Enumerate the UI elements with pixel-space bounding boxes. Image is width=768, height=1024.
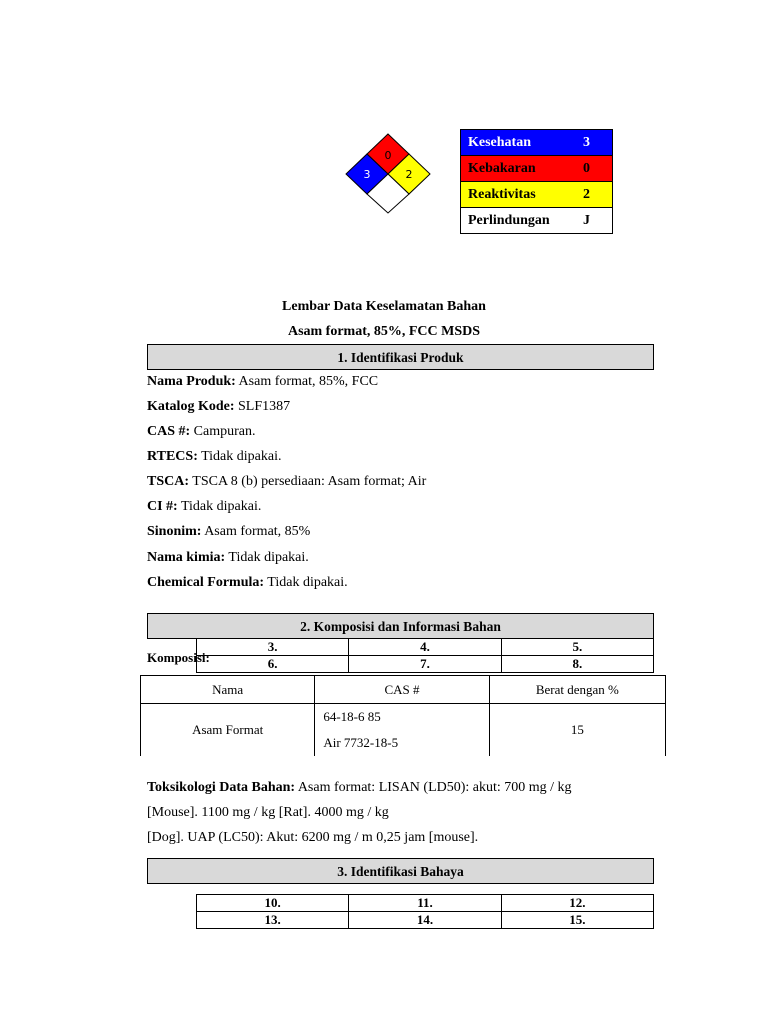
column-header-weight: Berat dengan % <box>489 676 665 704</box>
cell-name: Asam Format <box>141 704 315 757</box>
field-value: Tidak dipakai. <box>225 550 309 565</box>
grid-cell: 12. <box>501 895 653 912</box>
field-product-name <box>147 374 378 390</box>
field-label: Chemical Formula: <box>147 575 265 590</box>
field-value: Campuran. <box>190 424 256 439</box>
column-header-cas: CAS # <box>315 676 489 704</box>
section-1-header: 1. Identifikasi Produk <box>147 344 654 370</box>
composition-table <box>140 675 666 756</box>
field-chemical-name <box>147 550 309 566</box>
grid-cell: 14. <box>349 912 501 929</box>
legend-value: 2 <box>583 186 590 202</box>
field-ci <box>147 499 261 515</box>
cas-line: 64-18-6 85 <box>323 709 381 724</box>
legend-value: J <box>583 212 590 228</box>
field-value: Asam format, 85%, FCC <box>235 374 379 389</box>
field-value: Tidak dipakai. <box>177 499 262 514</box>
field-label: CAS #: <box>147 424 191 439</box>
grid-cell: 15. <box>501 912 653 929</box>
grid-cell: 10. <box>197 895 349 912</box>
field-label: TSCA: <box>147 474 190 489</box>
grid-cell: 6. <box>197 656 349 673</box>
field-tsca <box>147 474 426 490</box>
cas-line: Air 7732-18-5 <box>323 735 399 750</box>
legend-label: Kesehatan <box>468 134 531 150</box>
nfpa-reactivity-value: 2 <box>405 168 413 181</box>
grid-cell: 5. <box>501 639 653 656</box>
section-2-header: 2. Komposisi dan Informasi Bahan <box>147 613 654 639</box>
toxicology-line-3: [Dog]. UAP (LC50): Akut: 6200 mg / m 0,25 jam [mouse]. <box>147 830 479 845</box>
nfpa-fire-value: 0 <box>384 149 392 162</box>
section-3-header: 3. Identifikasi Bahaya <box>147 858 654 884</box>
section-3-number-grid <box>196 894 654 929</box>
field-cas <box>147 424 256 440</box>
toxicology-line-1 <box>147 780 572 796</box>
komposisi-label: Komposisi: <box>147 650 210 665</box>
toxicology-line-2: [Mouse]. 1100 mg / kg [Rat]. 4000 mg / kg <box>147 805 389 820</box>
grid-cell: 13. <box>197 912 349 929</box>
field-label: Sinonim: <box>147 524 202 539</box>
legend-label: Kebakaran <box>468 160 536 176</box>
cell-cas <box>315 704 489 757</box>
field-synonym <box>147 524 310 540</box>
grid-cell: 4. <box>349 639 501 656</box>
legend-label: Reaktivitas <box>468 186 536 202</box>
field-label: CI #: <box>147 499 178 514</box>
field-value: Tidak dipakai. <box>197 449 282 464</box>
field-value: TSCA 8 (b) persediaan: Asam format; Air <box>189 474 427 489</box>
field-rtecs <box>147 449 281 465</box>
grid-cell: 11. <box>349 895 501 912</box>
legend-row-fire <box>461 156 613 182</box>
field-label: RTECS: <box>147 449 198 464</box>
field-catalog-code <box>147 399 290 415</box>
field-chemical-formula <box>147 575 348 591</box>
nfpa-health-value: 3 <box>363 168 371 181</box>
document-subtitle: Asam format, 85%, FCC MSDS <box>287 324 481 339</box>
section-2-number-grid <box>196 638 654 673</box>
hazard-legend <box>460 129 613 234</box>
legend-value: 3 <box>583 134 590 150</box>
legend-value: 0 <box>583 160 590 176</box>
legend-row-health <box>461 130 613 156</box>
toxicology-text: Asam format: LISAN (LD50): akut: 700 mg / kg <box>295 780 572 795</box>
cell-weight: 15 <box>489 704 665 757</box>
grid-cell: 8. <box>501 656 653 673</box>
column-header-name: Nama <box>141 676 315 704</box>
document-title: Lembar Data Keselamatan Bahan <box>282 299 486 314</box>
field-value: SLF1387 <box>234 399 291 414</box>
legend-label: Perlindungan <box>468 212 550 228</box>
legend-row-protection <box>461 208 613 234</box>
nfpa-diamond <box>343 132 433 214</box>
grid-cell: 3. <box>197 639 349 656</box>
toxicology-label: Toksikologi Data Bahan: <box>147 780 296 795</box>
legend-row-reactivity <box>461 182 613 208</box>
field-label: Nama Produk: <box>147 374 236 389</box>
field-label: Katalog Kode: <box>147 399 235 414</box>
field-value: Tidak dipakai. <box>264 575 348 590</box>
grid-cell: 7. <box>349 656 501 673</box>
field-label: Nama kimia: <box>147 550 226 565</box>
field-value: Asam format, 85% <box>201 524 311 539</box>
